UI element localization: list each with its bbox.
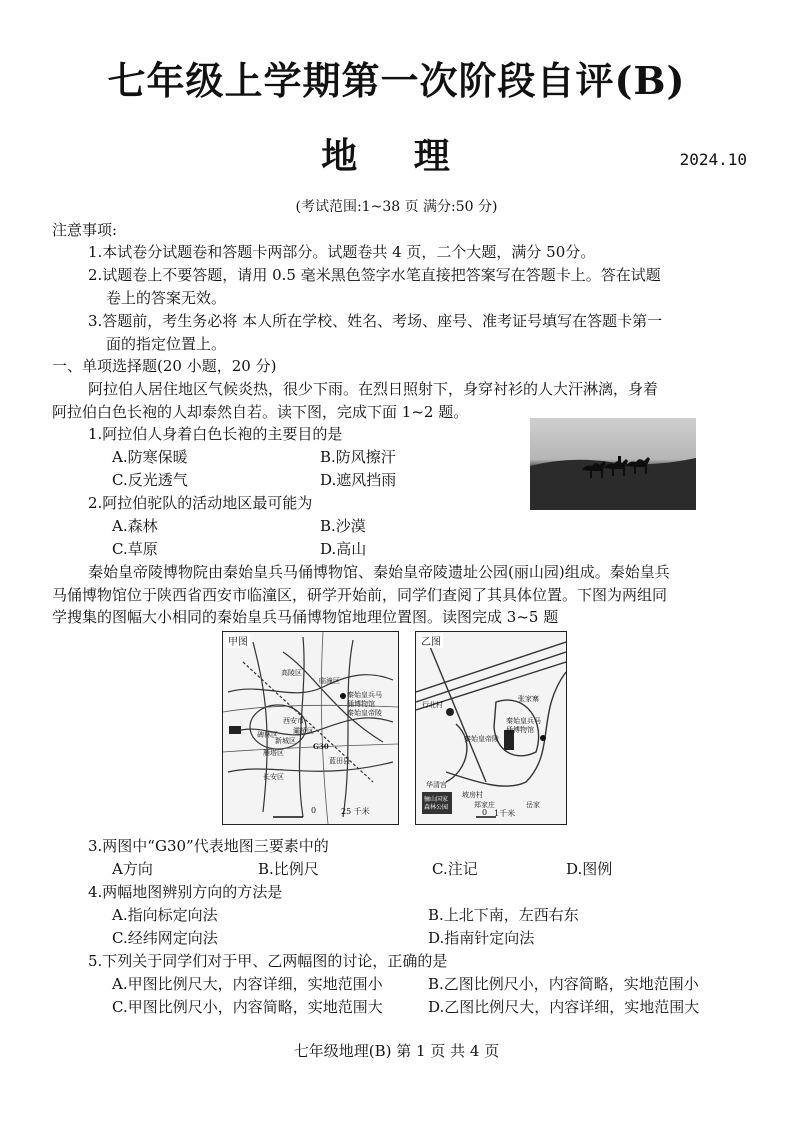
place-baqiao: 灞桥区	[293, 727, 314, 735]
note-2-cont: 卷上的答案无效。	[106, 289, 227, 307]
map-yi-scale-unit: 1千米	[494, 809, 516, 818]
intro1-line2: 阿拉伯白色长袍的人却泰然自若。读下图，完成下面 1~2 题。	[52, 403, 469, 421]
intro2-line1: 秦始皇帝陵博物院由秦始皇兵马俑博物馆、秦始皇帝陵遗址公园(丽山园)组成。秦始皇兵	[88, 563, 670, 581]
place-lintong: 临潼区	[319, 677, 340, 685]
exam-date: 2024.10	[679, 150, 747, 169]
q1-option-a: A.防寒保暖	[112, 448, 188, 466]
q2-option-b: B.沙漠	[320, 517, 366, 535]
subject-title: 地 理	[321, 135, 472, 177]
place-zhangjiazhai: 张家寨	[518, 695, 539, 703]
exam-scope: (考试范围:1~38 页 满分:50 分)	[295, 199, 498, 215]
q4-option-a: A.指向标定向法	[112, 906, 218, 924]
page-footer: 七年级地理(B) 第 1 页 共 4 页	[293, 1042, 500, 1060]
exam-title: 七年级上学期第一次阶段自评(B)	[107, 58, 686, 103]
map-jia-label: 甲图	[226, 633, 250, 648]
place-yanta: 雁塔区	[263, 749, 284, 757]
place-xincheng: 新城区	[275, 737, 296, 745]
q3-stem: 3.两图中“G30”代表地图三要素中的	[88, 837, 329, 855]
camel-caravan-photo	[530, 418, 696, 510]
map-jia-scale-unit: 25 千米	[341, 807, 370, 816]
place-gaoling: 高陵区	[281, 669, 302, 677]
notes-heading: 注意事项:	[52, 221, 118, 239]
q5-option-d: D.乙图比例尺大，内容详细，实地范围大	[428, 998, 700, 1016]
q3-option-c: C.注记	[432, 860, 478, 878]
place-yi-mausoleum: 秦始皇帝陵	[464, 735, 499, 743]
q1-option-c: C.反光透气	[112, 471, 188, 489]
q5-option-b: B.乙图比例尺小，内容简略，实地范围小	[428, 975, 699, 993]
place-yuejia: 岳家	[526, 801, 540, 809]
q2-stem: 2.阿拉伯驼队的活动地区最可能为	[88, 494, 313, 512]
place-xingbeicun: 行北村	[422, 701, 443, 709]
section-heading: 一、单项选择题(20 小题，20 分)	[52, 357, 277, 375]
map-yi-label: 乙图	[419, 633, 443, 648]
camel-silhouette-icon	[530, 418, 696, 510]
place-lantian: 蓝田县	[329, 757, 350, 765]
place-mausoleum: 秦始皇帝陵	[347, 709, 382, 717]
map-yi-scale-zero: 0	[482, 808, 488, 817]
place-yi-museum-2: 俑博物馆	[506, 726, 534, 734]
q3-option-d: D.图例	[566, 860, 613, 878]
intro2-line2: 马俑博物馆位于陕西省西安市临潼区，研学开始前，同学们查阅了其具体位置。下图为两组同	[52, 586, 668, 604]
note-1: 1.本试卷分试题卷和答题卡两部分。试题卷共 4 页，二个大题，满分 50分。	[88, 243, 596, 261]
place-yi-museum-1: 秦始皇兵马	[506, 717, 541, 725]
q1-stem: 1.阿拉伯人身着白色长袍的主要目的是	[88, 425, 343, 443]
q4-option-b: B.上北下南，左西右东	[428, 906, 579, 924]
note-3: 3.答题前，考生务必将 本人所在学校、姓名、考场、座号、准考证号填写在答题卡第一	[88, 312, 663, 330]
q4-option-c: C.经纬网定向法	[112, 929, 218, 947]
place-xian: 西安市	[283, 717, 304, 725]
q5-option-a: A.甲图比例尺大，内容详细，实地范围小	[112, 975, 383, 993]
map-jia	[222, 631, 399, 825]
place-pofangcun: 坡房村	[462, 791, 483, 799]
place-changan: 长安区	[263, 773, 284, 781]
place-g30: G30	[313, 742, 329, 751]
place-museum-1: 秦始皇兵马	[347, 691, 382, 699]
q2-option-d: D.高山	[320, 540, 367, 558]
q5-stem: 5.下列关于同学们对于甲、乙两幅图的讨论，正确的是	[88, 952, 448, 970]
q3-option-a: A方向	[112, 860, 153, 878]
intro2-line3: 学搜集的图幅大小相同的秦始皇兵马俑博物馆地理位置图。读图完成 3~5 题	[52, 608, 559, 626]
note-2: 2.试题卷上不要答题，请用 0.5 毫米黑色签字水笔直接把答案写在答题卡上。答在试题	[88, 266, 661, 284]
q2-option-c: C.草原	[112, 540, 158, 558]
q2-option-a: A.森林	[112, 517, 158, 535]
map-jia-scale-zero: 0	[311, 806, 317, 815]
place-beilin: 碑林区	[257, 731, 278, 739]
intro1-line1: 阿拉伯人居住地区气候炎热，很少下雨。在烈日照射下，身穿衬衫的人大汗淋漓，身着	[88, 380, 659, 398]
q4-stem: 4.两幅地图辨别方向的方法是	[88, 883, 283, 901]
q3-option-b: B.比例尺	[258, 860, 319, 878]
place-lishan-2: 森林公园	[424, 804, 449, 811]
note-3-cont: 面的指定位置上。	[106, 335, 227, 353]
q1-option-b: B.防风擦汗	[320, 448, 396, 466]
q1-option-d: D.遮风挡雨	[320, 471, 397, 489]
place-museum-2: 俑博物馆	[347, 700, 375, 708]
place-lishan-1: 骊山国家	[424, 796, 449, 803]
map-yi	[415, 631, 567, 825]
place-huaqinggong: 华清宫	[426, 781, 447, 789]
place-zhengjiazhuang: 郑家庄	[474, 801, 495, 809]
q5-option-c: C.甲图比例尺小，内容简略，实地范围大	[112, 998, 383, 1016]
q4-option-d: D.指南针定向法	[428, 929, 535, 947]
